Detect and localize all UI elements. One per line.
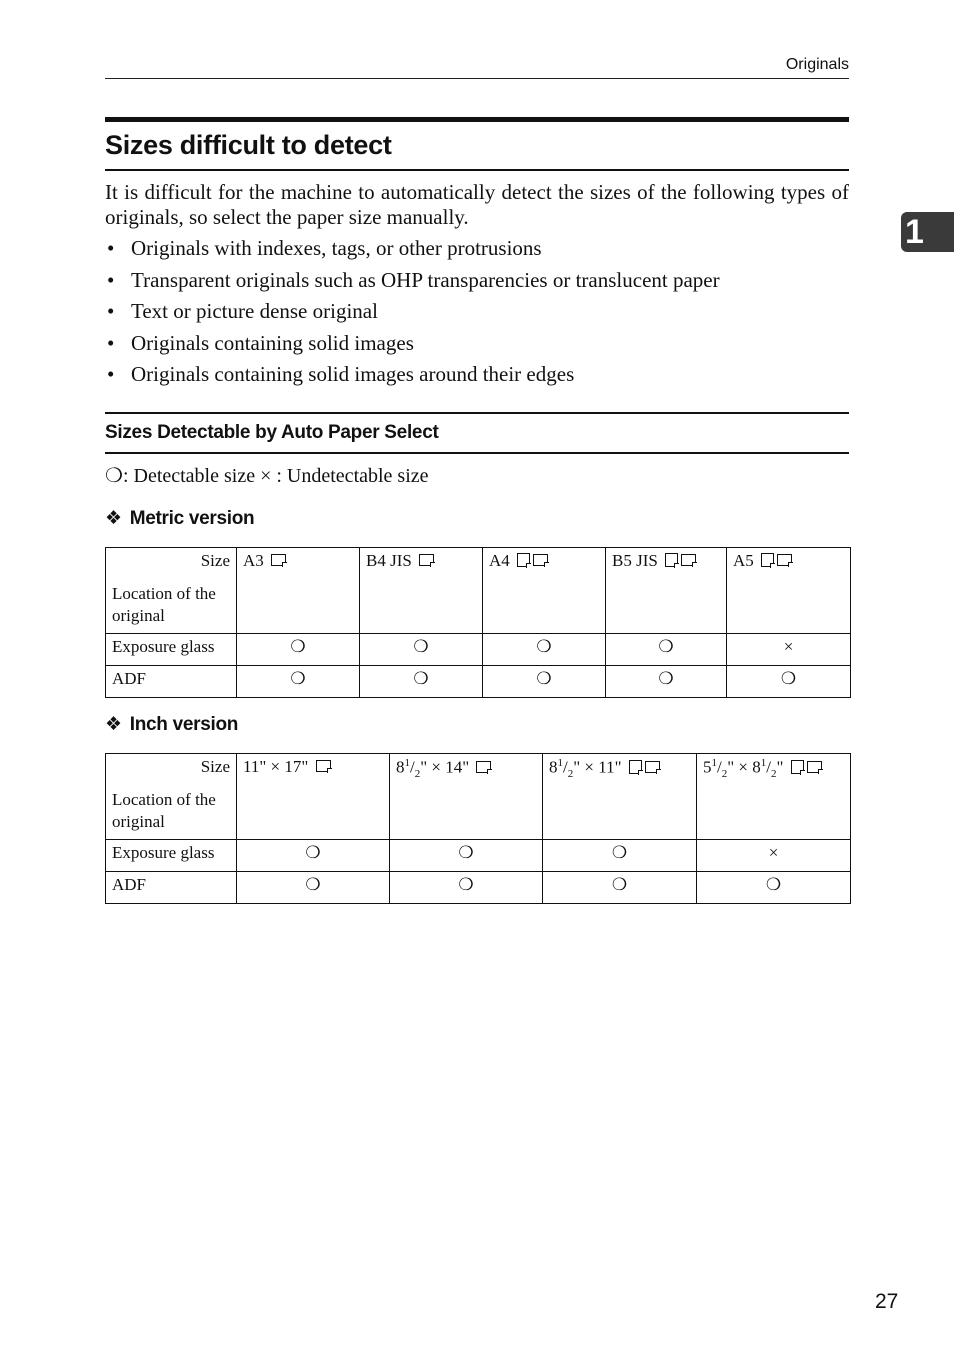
portrait-feed-icon — [517, 553, 530, 567]
table-cell: ❍ — [237, 666, 360, 698]
row-label: Exposure glass — [106, 840, 237, 872]
landscape-feed-icon — [316, 760, 331, 772]
column-header: $5^1/_2$" × $8^1/_2$" — [697, 754, 851, 840]
size-rest: " × 11" — [573, 757, 622, 777]
table-row — [106, 666, 851, 698]
bullet-icon: • — [107, 236, 115, 260]
list-item-text: Originals containing solid images — [131, 330, 414, 355]
inch-version-text: Inch version — [129, 714, 239, 735]
landscape-feed-icon — [476, 761, 491, 773]
bullet-icon: • — [107, 267, 115, 292]
bullet-icon: • — [107, 299, 115, 323]
landscape-feed-icon — [271, 554, 286, 566]
list-item — [105, 359, 849, 391]
size-whole: 8 — [396, 757, 405, 777]
column-header — [237, 754, 390, 840]
location-label: Location of the original — [112, 584, 216, 625]
portrait-feed-icon — [665, 553, 678, 567]
table-header-row — [106, 548, 851, 634]
bullet-icon: • — [107, 330, 115, 355]
table-cell: ❍ — [390, 872, 543, 904]
table-cell: ❍ — [360, 666, 483, 698]
fraction-numerator: 1 — [760, 757, 767, 769]
table-cell: ❍ — [697, 872, 851, 904]
table-cell: ❍ — [237, 840, 390, 872]
bullet-list — [105, 233, 849, 391]
bullet-icon: • — [107, 362, 115, 386]
fraction-denominator: 2 — [567, 768, 574, 781]
page-title: Sizes difficult to detect — [105, 117, 849, 171]
intro-paragraph: It is difficult for the machine to automatically detect the sizes of the following types of originals, so select the paper size manually. — [105, 180, 849, 229]
table-cell: ❍ — [543, 872, 697, 904]
row-label: ADF — [106, 666, 237, 698]
table-cell: ❍ — [483, 634, 606, 666]
legend — [105, 463, 429, 488]
fraction-numerator: 1 — [711, 757, 717, 769]
column-header — [360, 548, 483, 634]
fraction-numerator: 1 — [557, 757, 563, 769]
inch-version-label — [105, 713, 238, 736]
table-header-row — [106, 754, 851, 840]
list-item — [105, 296, 849, 328]
inch-size-table — [105, 753, 851, 904]
size-label: Size — [200, 551, 230, 570]
table-cell: × — [727, 634, 851, 666]
list-item-text: Originals with indexes, tags, or other protrusions — [131, 236, 542, 260]
table-row — [106, 872, 851, 904]
size-rest: " — [776, 757, 784, 777]
table-row — [106, 634, 851, 666]
landscape-feed-icon — [533, 554, 548, 566]
list-item-text: Transparent originals such as OHP transparencies or translucent paper — [131, 267, 720, 292]
chapter-tab: 1 — [901, 212, 954, 252]
detectable-symbol: ❍ — [105, 465, 123, 487]
table-corner-cell — [106, 754, 237, 840]
list-item — [105, 265, 849, 297]
table-cell: ❍ — [606, 634, 727, 666]
table-cell: ❍ — [360, 634, 483, 666]
table-cell: ❍ — [543, 840, 697, 872]
table-cell: ❍ — [237, 872, 390, 904]
column-header — [483, 548, 606, 634]
diamond-icon: ❖ — [105, 714, 122, 735]
fraction-denominator: 2 — [414, 768, 421, 781]
size-rest: " × 14" — [420, 757, 470, 777]
fraction-numerator: 1 — [404, 757, 410, 769]
fraction-denominator: 2 — [771, 768, 777, 781]
landscape-feed-icon — [645, 761, 660, 773]
table-cell: ❍ — [606, 666, 727, 698]
column-header-label: B5 JIS — [612, 551, 658, 570]
table-corner-cell — [106, 548, 237, 634]
column-header — [237, 548, 360, 634]
portrait-feed-icon — [629, 760, 642, 774]
table-row — [106, 840, 851, 872]
running-header: Originals — [105, 56, 849, 79]
column-header-label: B4 JIS — [366, 551, 412, 570]
table-cell: ❍ — [727, 666, 851, 698]
column-header-label: A3 — [243, 551, 264, 570]
undetectable-text: : Undetectable size — [276, 465, 429, 487]
metric-size-table — [105, 547, 851, 698]
page-number: 27 — [875, 1290, 899, 1313]
size-whole: 8 — [752, 757, 761, 777]
list-item — [105, 328, 849, 360]
undetectable-symbol: × — [260, 465, 272, 487]
table-cell: × — [697, 840, 851, 872]
column-header — [606, 548, 727, 634]
table-cell: ❍ — [483, 666, 606, 698]
table-cell: ❍ — [390, 840, 543, 872]
metric-version-text: Metric version — [129, 508, 255, 529]
portrait-feed-icon — [791, 760, 804, 774]
detectable-text: : Detectable size — [122, 465, 256, 487]
size-label: Size — [200, 757, 230, 776]
portrait-feed-icon — [761, 553, 774, 567]
row-label: Exposure glass — [106, 634, 237, 666]
column-header: $8^1/_2$" × 14" — [390, 754, 543, 840]
section-heading: Sizes Detectable by Auto Paper Select — [105, 412, 849, 454]
landscape-feed-icon — [419, 554, 434, 566]
column-header: $8^1/_2$" × 11" — [543, 754, 697, 840]
fraction-denominator: 2 — [721, 768, 728, 781]
landscape-feed-icon — [681, 554, 696, 566]
metric-version-label — [105, 507, 254, 530]
list-item-text: Originals containing solid images around their edges — [131, 362, 575, 386]
size-whole: 8 — [549, 757, 558, 777]
column-header-label: A5 — [733, 551, 754, 570]
row-label: ADF — [106, 872, 237, 904]
column-header-label: A4 — [489, 551, 510, 570]
landscape-feed-icon — [807, 761, 822, 773]
size-rest: " × — [727, 757, 753, 777]
diamond-icon: ❖ — [105, 508, 122, 529]
table-cell: ❍ — [237, 634, 360, 666]
list-item — [105, 233, 849, 265]
column-header-label: 11" × 17" — [243, 757, 309, 776]
column-header — [727, 548, 851, 634]
location-label: Location of the original — [112, 790, 216, 831]
list-item-text: Text or picture dense original — [131, 299, 378, 323]
landscape-feed-icon — [777, 554, 792, 566]
size-whole: 5 — [703, 757, 712, 777]
